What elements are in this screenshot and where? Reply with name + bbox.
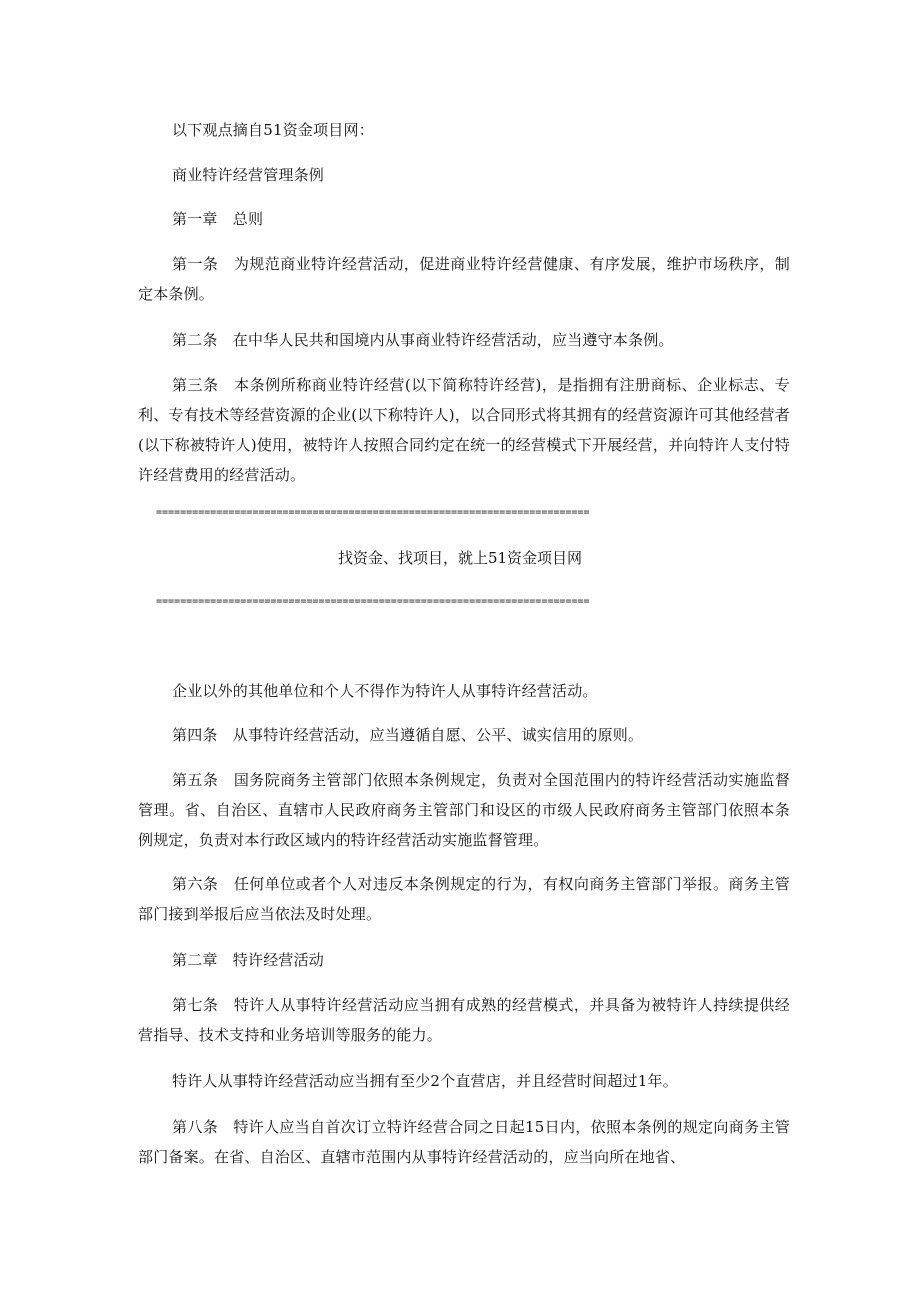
article-4: 第四条 从事特许经营活动，应当遵循自愿、公平、诚实信用的原则。 — [172, 726, 644, 744]
intro-line: 以下观点摘自51资金项目网： — [172, 121, 374, 139]
document-title: 商业特许经营管理条例 — [172, 166, 325, 184]
article-7-continuation: 特许人从事特许经营活动应当拥有至少2个直营店，并且经营时间超过1年。 — [172, 1072, 678, 1090]
article-2: 第二条 在中华人民共和国境内从事商业特许经营活动，应当遵守本条例。 — [172, 331, 674, 349]
article-7: 第七条 特许人从事特许经营活动应当拥有成熟的经营模式，并具备为被特许人持续提供经营指导、技术支持和业务培训等服务的能力。 — [138, 996, 790, 1044]
divider-bottom: ======================================================================== — [156, 596, 590, 607]
chapter-2-heading: 第二章 特许经营活动 — [172, 951, 325, 969]
article-3-continuation: 企业以外的其他单位和个人不得作为特许人从事特许经营活动。 — [172, 682, 598, 700]
article-6: 第六条 任何单位或者个人对违反本条例规定的行为，有权向商务主管部门举报。商务主管部门接到举报后应当依法及时处理。 — [138, 875, 790, 923]
ad-banner-text: 找资金、找项目，就上51资金项目网 — [337, 549, 583, 567]
divider-top: ======================================================================== — [156, 507, 590, 518]
chapter-1-heading: 第一章 总则 — [172, 210, 264, 228]
article-3: 第三条 本条例所称商业特许经营(以下简称特许经营)，是指拥有注册商标、企业标志、专利、专有技术等经营资源的企业(以下称特许人)，以合同形式将其拥有的经营资源许可其他经营者(以下称被特许人)使用，被特许人按照合同约定在统一的经营模式下开展经营，并向特许人支付特许经营费用的经营活动。 — [138, 376, 790, 484]
article-5: 第五条 国务院商务主管部门依照本条例规定，负责对全国范围内的特许经营活动实施监督管理。省、自治区、直辖市人民政府商务主管部门和设区的市级人民政府商务主管部门依照本条例规定，负责对本行政区域内的特许经营活动实施监督管理。 — [138, 771, 790, 849]
article-1: 第一条 为规范商业特许经营活动，促进商业特许经营健康、有序发展，维护市场秩序，制定本条例。 — [138, 255, 790, 303]
article-8: 第八条 特许人应当自首次订立特许经营合同之日起15日内，依照本条例的规定向商务主管部门备案。在省、自治区、直辖市范围内从事特许经营活动的，应当向所在地省、 — [138, 1118, 790, 1166]
